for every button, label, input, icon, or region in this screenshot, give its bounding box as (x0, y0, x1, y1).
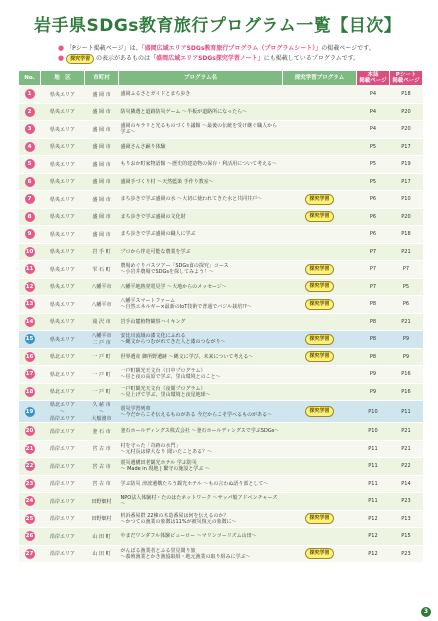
cell-page: P8 (357, 296, 390, 314)
cell-study (283, 440, 357, 458)
row-number-badge: 27 (25, 550, 34, 557)
cell-no (19, 226, 41, 244)
cell-city: 雫 石 町 (85, 261, 119, 279)
cell-psheet: P16 (390, 383, 423, 401)
cell-page: P7 (357, 278, 390, 296)
row-number-badge: 17 (25, 371, 34, 378)
table-body (19, 86, 423, 563)
table-row (19, 510, 423, 528)
cell-city: 盛 岡 市 (85, 138, 119, 156)
row-number-badge: 25 (25, 515, 34, 522)
table-row (19, 138, 423, 156)
cell-city: 山 田 町 (85, 545, 119, 563)
cell-psheet: P23 (390, 545, 423, 563)
cell-city: 久 慈 市 ～ 大船渡市 (85, 401, 119, 423)
cell-page: P6 (357, 191, 390, 209)
cell-no (19, 401, 41, 423)
row-number-badge: 8 (25, 212, 35, 222)
cell-study (283, 366, 357, 384)
row-number-badge: 9 (25, 229, 35, 239)
cell-psheet: P23 (390, 493, 423, 511)
cell-page: P10 (357, 423, 390, 441)
study-badge: 探究学習 (305, 334, 333, 345)
cell-psheet: P21 (390, 440, 423, 458)
cell-area: 県央エリア (41, 313, 85, 331)
cell-study (283, 493, 357, 511)
cell-area: 県央エリア (41, 226, 85, 244)
header-program: プログラム名 (119, 71, 283, 86)
cell-area: 県央エリア (41, 103, 85, 121)
cell-city: 盛 岡 市 (85, 156, 119, 174)
study-badge: 探究学習 (305, 281, 333, 292)
cell-city: 田野畑村 (85, 510, 119, 528)
cell-city: 宮 古 市 (85, 458, 119, 476)
cell-page: P11 (357, 493, 390, 511)
row-number-badge: 26 (25, 533, 34, 540)
page-number: 3 (421, 607, 431, 617)
cell-program: まち歩きで学ぶ盛岡の職人に学ぶ (119, 226, 283, 244)
cell-psheet: P5 (390, 278, 423, 296)
cell-program: 釜石ホールディングス株式会社 ～釜石ホールディングスで学ぶSDGs～ (119, 423, 283, 441)
cell-psheet: P22 (390, 458, 423, 476)
cell-city: 一 戸 町 (85, 348, 119, 366)
cell-page: P4 (357, 86, 390, 104)
study-badge: 探究学習 (305, 406, 333, 417)
cell-page: P6 (357, 208, 390, 226)
cell-no (19, 331, 41, 349)
cell-city: 盛 岡 市 (85, 86, 119, 104)
row-number-badge: 20 (25, 428, 34, 435)
cell-program: 震災遺構田老観光ホテル 学ぶ防災 ～ Made in 現地 | 繋守の施設と学ぶ ～ (119, 458, 283, 476)
note-2-prefix: の表示があるものは (96, 55, 151, 62)
cell-no (19, 278, 41, 296)
cell-area: 県央エリア (41, 261, 85, 279)
table-row (19, 86, 423, 104)
note-1-highlight: 「盛岡広域エリアSDGs教育旅行プログラム（プログラムシート）」 (141, 45, 322, 52)
cell-no (19, 191, 41, 209)
cell-study (283, 401, 357, 423)
cell-area: 県央エリア (41, 173, 85, 191)
cell-no (19, 528, 41, 546)
cell-psheet: P18 (390, 86, 423, 104)
cell-study (283, 156, 357, 174)
table-row (19, 208, 423, 226)
table-row (19, 156, 423, 174)
cell-program: 机浜番屋群 22棟の木造番屋は何を伝えるのか？ ～かつての漁業の象徴は11%が被災復元の象徴に～ (119, 510, 283, 528)
cell-study (283, 121, 357, 139)
table-row (19, 475, 423, 493)
cell-no (19, 103, 41, 121)
cell-program: まち歩きで学ぶ盛岡の文化財 (119, 208, 283, 226)
cell-study (283, 545, 357, 563)
cell-psheet: P16 (390, 366, 423, 384)
cell-page: P11 (357, 458, 390, 476)
cell-area: 沿岸エリア (41, 458, 85, 476)
cell-no (19, 243, 41, 261)
row-number-badge: 14 (25, 318, 34, 325)
cell-page: P10 (357, 401, 390, 423)
cell-page: P5 (357, 156, 390, 174)
cell-no (19, 86, 41, 104)
cell-city: 盛 岡 市 (85, 208, 119, 226)
note-psheet (58, 43, 375, 52)
cell-psheet: P7 (390, 261, 423, 279)
row-number-badge: 4 (25, 142, 35, 152)
cell-city: 盛 岡 市 (85, 103, 119, 121)
cell-psheet: P17 (390, 173, 423, 191)
table-row (19, 121, 423, 139)
cell-no (19, 493, 41, 511)
cell-psheet: P10 (390, 191, 423, 209)
table-row (19, 261, 423, 279)
cell-study (283, 261, 357, 279)
cell-area: 沿岸エリア (41, 510, 85, 528)
table-row (19, 278, 423, 296)
cell-page: P11 (357, 475, 390, 493)
cell-page: P9 (357, 383, 390, 401)
table-row (19, 493, 423, 511)
table-row (19, 423, 423, 441)
row-number-badge: 22 (25, 463, 34, 470)
cell-no (19, 366, 41, 384)
cell-study (283, 331, 357, 349)
cell-area: 県央エリア (41, 121, 85, 139)
cell-area: 沿岸エリア (41, 493, 85, 511)
row-number-badge: 6 (25, 177, 35, 187)
cell-program: 岩手山麓植物観察ハイキング (119, 313, 283, 331)
cell-program: やまだワンダフル体験ビューロー ～マリンツーリズム山田～ (119, 528, 283, 546)
cell-area: 沿岸エリア (41, 475, 85, 493)
cell-city: 八幡平市 (85, 296, 119, 314)
cell-city: 宮 古 市 (85, 475, 119, 493)
row-number-badge: 12 (25, 283, 34, 290)
table-row (19, 528, 423, 546)
cell-study (283, 458, 357, 476)
cell-area: 県央エリア (41, 156, 85, 174)
study-badge: 探究学習 (305, 513, 333, 524)
cell-page: P8 (357, 313, 390, 331)
cell-program: 八幡平地熱発電見学 ～大地からのメッセージ～ (119, 278, 283, 296)
cell-program: 防災隣選と道路防災ゲーム ～半板が道路所になったら～ (119, 103, 283, 121)
cell-psheet: P20 (390, 103, 423, 121)
cell-study (283, 278, 357, 296)
cell-no (19, 121, 41, 139)
study-badge: 探究学習 (305, 194, 333, 205)
cell-no (19, 156, 41, 174)
cell-psheet: P6 (390, 296, 423, 314)
cell-study (283, 173, 357, 191)
cell-psheet: P17 (390, 138, 423, 156)
cell-page: P7 (357, 243, 390, 261)
page-title: 岩手県SDGs教育旅行プログラム一覧【目次】 (34, 16, 402, 36)
table-row (19, 296, 423, 314)
cell-study (283, 296, 357, 314)
cell-psheet: P11 (390, 401, 423, 423)
table-row (19, 173, 423, 191)
cell-page: P8 (357, 348, 390, 366)
cell-city: 一 戸 町 (85, 383, 119, 401)
cell-area: 県央エリア (41, 191, 85, 209)
cell-city: 盛 岡 市 (85, 226, 119, 244)
cell-program: 八幡平スマートファーム ～自然エネルギー×最新のIoT技術で普通でバジル栽培!?～ (119, 296, 283, 314)
table-row (19, 103, 423, 121)
table-row (19, 440, 423, 458)
cell-study (283, 138, 357, 156)
cell-no (19, 173, 41, 191)
cell-psheet: P20 (390, 208, 423, 226)
study-badge: 探究学習 (305, 211, 333, 222)
cell-page: P12 (357, 528, 390, 546)
row-number-badge: 18 (25, 388, 34, 395)
cell-no (19, 383, 41, 401)
cell-study (283, 191, 357, 209)
cell-no (19, 208, 41, 226)
cell-no (19, 261, 41, 279)
cell-program: 一戸町観光天文台（夜間プログラム） ～見上げて学ぶ、里山環境と夜星地球～ (119, 383, 283, 401)
cell-area: 沿岸エリア (41, 545, 85, 563)
cell-program: 盛岡ふるさとガイドとまち歩き (119, 86, 283, 104)
study-badge: 探究学習 (305, 264, 333, 275)
cell-psheet: P21 (390, 243, 423, 261)
table-row (19, 545, 423, 563)
cell-study (283, 226, 357, 244)
cell-area: 県央エリア (41, 278, 85, 296)
cell-area: 沿岸エリア (41, 528, 85, 546)
cell-program: まち歩きで学ぶ盛岡の水 ～大切に使われてきた水と共同井戸～ (119, 191, 283, 209)
table-row (19, 331, 423, 349)
row-number-badge: 21 (25, 445, 34, 452)
cell-city: 盛 岡 市 (85, 121, 119, 139)
cell-no (19, 348, 41, 366)
cell-study (283, 103, 357, 121)
cell-psheet: P20 (390, 121, 423, 139)
cell-program: 学ぶ防災 津波遺構たろう観光ホテル ～もの言わぬ語り部として～ (119, 475, 283, 493)
cell-area: 県北エリア (41, 383, 85, 401)
cell-program: プロから伴走可能な農業を学ぶ (119, 243, 283, 261)
cell-page: P7 (357, 261, 390, 279)
row-number-badge: 15 (25, 336, 34, 343)
cell-program: 震災学習列車 ～今だからこそ伝えるものがある 今だからこそ学べるものがある～ (119, 401, 283, 423)
table-header-row (19, 71, 423, 86)
cell-program: がんばる漁業者とふる里見聞り旅 ～養殖漁業とかき漁協取組・地元漁業の取り組みに学ぶ～ (119, 545, 283, 563)
row-number-badge: 2 (25, 107, 35, 117)
table-row (19, 243, 423, 261)
row-number-badge: 24 (25, 498, 34, 505)
cell-program: NPO法人体験村・たのはたネットワーク ～サッパ船アドベンチャーズ～ (119, 493, 283, 511)
row-number-badge: 7 (25, 194, 35, 204)
header-study: 探究学習プログラム (283, 71, 357, 86)
cell-page: P4 (357, 121, 390, 139)
table-row (19, 401, 423, 423)
cell-study (283, 243, 357, 261)
bullet-icon: ● (58, 44, 65, 52)
cell-no (19, 458, 41, 476)
cell-area: 県北エリア (41, 366, 85, 384)
table-row (19, 383, 423, 401)
header-city: 市町村 (85, 71, 119, 86)
cell-city: 滝 沢 市 (85, 313, 119, 331)
row-number-badge: 11 (25, 266, 34, 273)
cell-page: P11 (357, 440, 390, 458)
header-area: 地 区 (41, 71, 85, 86)
cell-program: 盛岡のキラリと光るものづくり議館 ～最後の伝統を受け継ぐ職人から学ぶ～ (119, 121, 283, 139)
study-badge: 探究学習 (305, 548, 333, 559)
row-number-badge: 19 (25, 408, 34, 415)
cell-program: 一戸町観光天文台（日中プログラム） ～昼と夜の高原で学ぶ、里山環境とのこと～ (119, 366, 283, 384)
cell-page: P6 (357, 226, 390, 244)
cell-no (19, 423, 41, 441)
cell-page: P8 (357, 331, 390, 349)
header-page: 本誌 掲載ページ (357, 71, 390, 86)
row-number-badge: 5 (25, 159, 35, 169)
cell-study (283, 313, 357, 331)
study-badge-legend: 探究学習 (66, 54, 94, 64)
cell-study (283, 423, 357, 441)
cell-no (19, 138, 41, 156)
study-badge: 探究学習 (305, 299, 333, 310)
header-psheet: Pシート 掲載ページ (390, 71, 423, 86)
cell-psheet: P15 (390, 528, 423, 546)
cell-program: 盛岡さんさ踊り体験 (119, 138, 283, 156)
cell-page: P5 (357, 173, 390, 191)
cell-program: 農場めぐりバスツアー「SDGs食の探究」コース ～小岩井農場でSDGsを探してみよう！～ (119, 261, 283, 279)
cell-study (283, 510, 357, 528)
cell-page: P5 (357, 138, 390, 156)
cell-city: 盛 岡 市 (85, 173, 119, 191)
cell-area: 県央エリア (41, 208, 85, 226)
row-number-badge: 16 (25, 353, 34, 360)
cell-no (19, 510, 41, 528)
table-row (19, 191, 423, 209)
note-2-highlight: 「盛岡広域エリアSDGs探究学習ノート」 (150, 55, 264, 62)
cell-study (283, 475, 357, 493)
cell-psheet: P9 (390, 331, 423, 349)
cell-area: 県央エリア (41, 138, 85, 156)
cell-no (19, 313, 41, 331)
cell-study (283, 528, 357, 546)
cell-area: 県央エリア (41, 331, 85, 349)
cell-city: 釜 石 市 (85, 423, 119, 441)
cell-city: 盛 岡 市 (85, 191, 119, 209)
cell-psheet: P18 (390, 226, 423, 244)
cell-area: 県央エリア (41, 243, 85, 261)
cell-no (19, 475, 41, 493)
cell-program: 安比川流域の漆文化にふれる ～縄文からつむがれてきた人と漆のつながり～ (119, 331, 283, 349)
cell-area: 県北エリア ～ 沿岸エリア (41, 401, 85, 423)
cell-study (283, 208, 357, 226)
cell-program: 世界遺産 御所野遺跡 ～縄文に学び、未来について考える～ (119, 348, 283, 366)
header-no: No. (19, 71, 41, 86)
table-row (19, 366, 423, 384)
cell-psheet: P9 (390, 348, 423, 366)
note-1-prefix: 「Pシート掲載ページ」は、 (66, 45, 142, 52)
note-2-suffix: にも掲載しているプログラムです。 (263, 55, 360, 62)
cell-city: 一 戸 町 (85, 366, 119, 384)
cell-page: P4 (357, 103, 390, 121)
cell-page: P12 (357, 510, 390, 528)
cell-psheet: P14 (390, 475, 423, 493)
row-number-badge: 13 (25, 301, 34, 308)
table-row (19, 348, 423, 366)
cell-psheet: P21 (390, 313, 423, 331)
cell-psheet: P19 (390, 156, 423, 174)
cell-program: 盛岡手づくり村 ～天然藍染 手作り教室～ (119, 173, 283, 191)
cell-program: 村を守った「奇跡の水門」 ～元村長は偉大なり 聞いたことある？～ (119, 440, 283, 458)
cell-psheet: P13 (390, 510, 423, 528)
cell-psheet: P21 (390, 423, 423, 441)
cell-no (19, 545, 41, 563)
table-row (19, 313, 423, 331)
study-badge: 探究学習 (305, 351, 333, 362)
table-row (19, 226, 423, 244)
cell-page: P12 (357, 545, 390, 563)
cell-city: 岩 手 町 (85, 243, 119, 261)
cell-city: 宮 古 市 (85, 440, 119, 458)
cell-area: 沿岸エリア (41, 423, 85, 441)
table-row (19, 458, 423, 476)
cell-city: 田野畑村 (85, 493, 119, 511)
note-1-suffix: の掲載ページです。 (321, 45, 375, 52)
note-study (58, 53, 359, 64)
cell-study (283, 348, 357, 366)
cell-area: 県北エリア (41, 348, 85, 366)
cell-city: 山 田 町 (85, 528, 119, 546)
program-table (18, 70, 423, 563)
cell-page: P9 (357, 366, 390, 384)
cell-study (283, 86, 357, 104)
row-number-badge: 3 (25, 124, 35, 134)
cell-study (283, 383, 357, 401)
cell-no (19, 440, 41, 458)
cell-city: 八幡平市 (85, 278, 119, 296)
cell-area: 県央エリア (41, 296, 85, 314)
row-number-badge: 10 (25, 248, 34, 255)
cell-city: 八幡平市 二 戸 市 (85, 331, 119, 349)
cell-program: もりおか町家物語館 ～歴史的建造物の保存・利活用について考える～ (119, 156, 283, 174)
row-number-badge: 1 (25, 89, 35, 99)
cell-area: 沿岸エリア (41, 440, 85, 458)
row-number-badge: 23 (25, 480, 34, 487)
cell-area: 県央エリア (41, 86, 85, 104)
bullet-icon: ● (58, 54, 65, 62)
cell-no (19, 296, 41, 314)
